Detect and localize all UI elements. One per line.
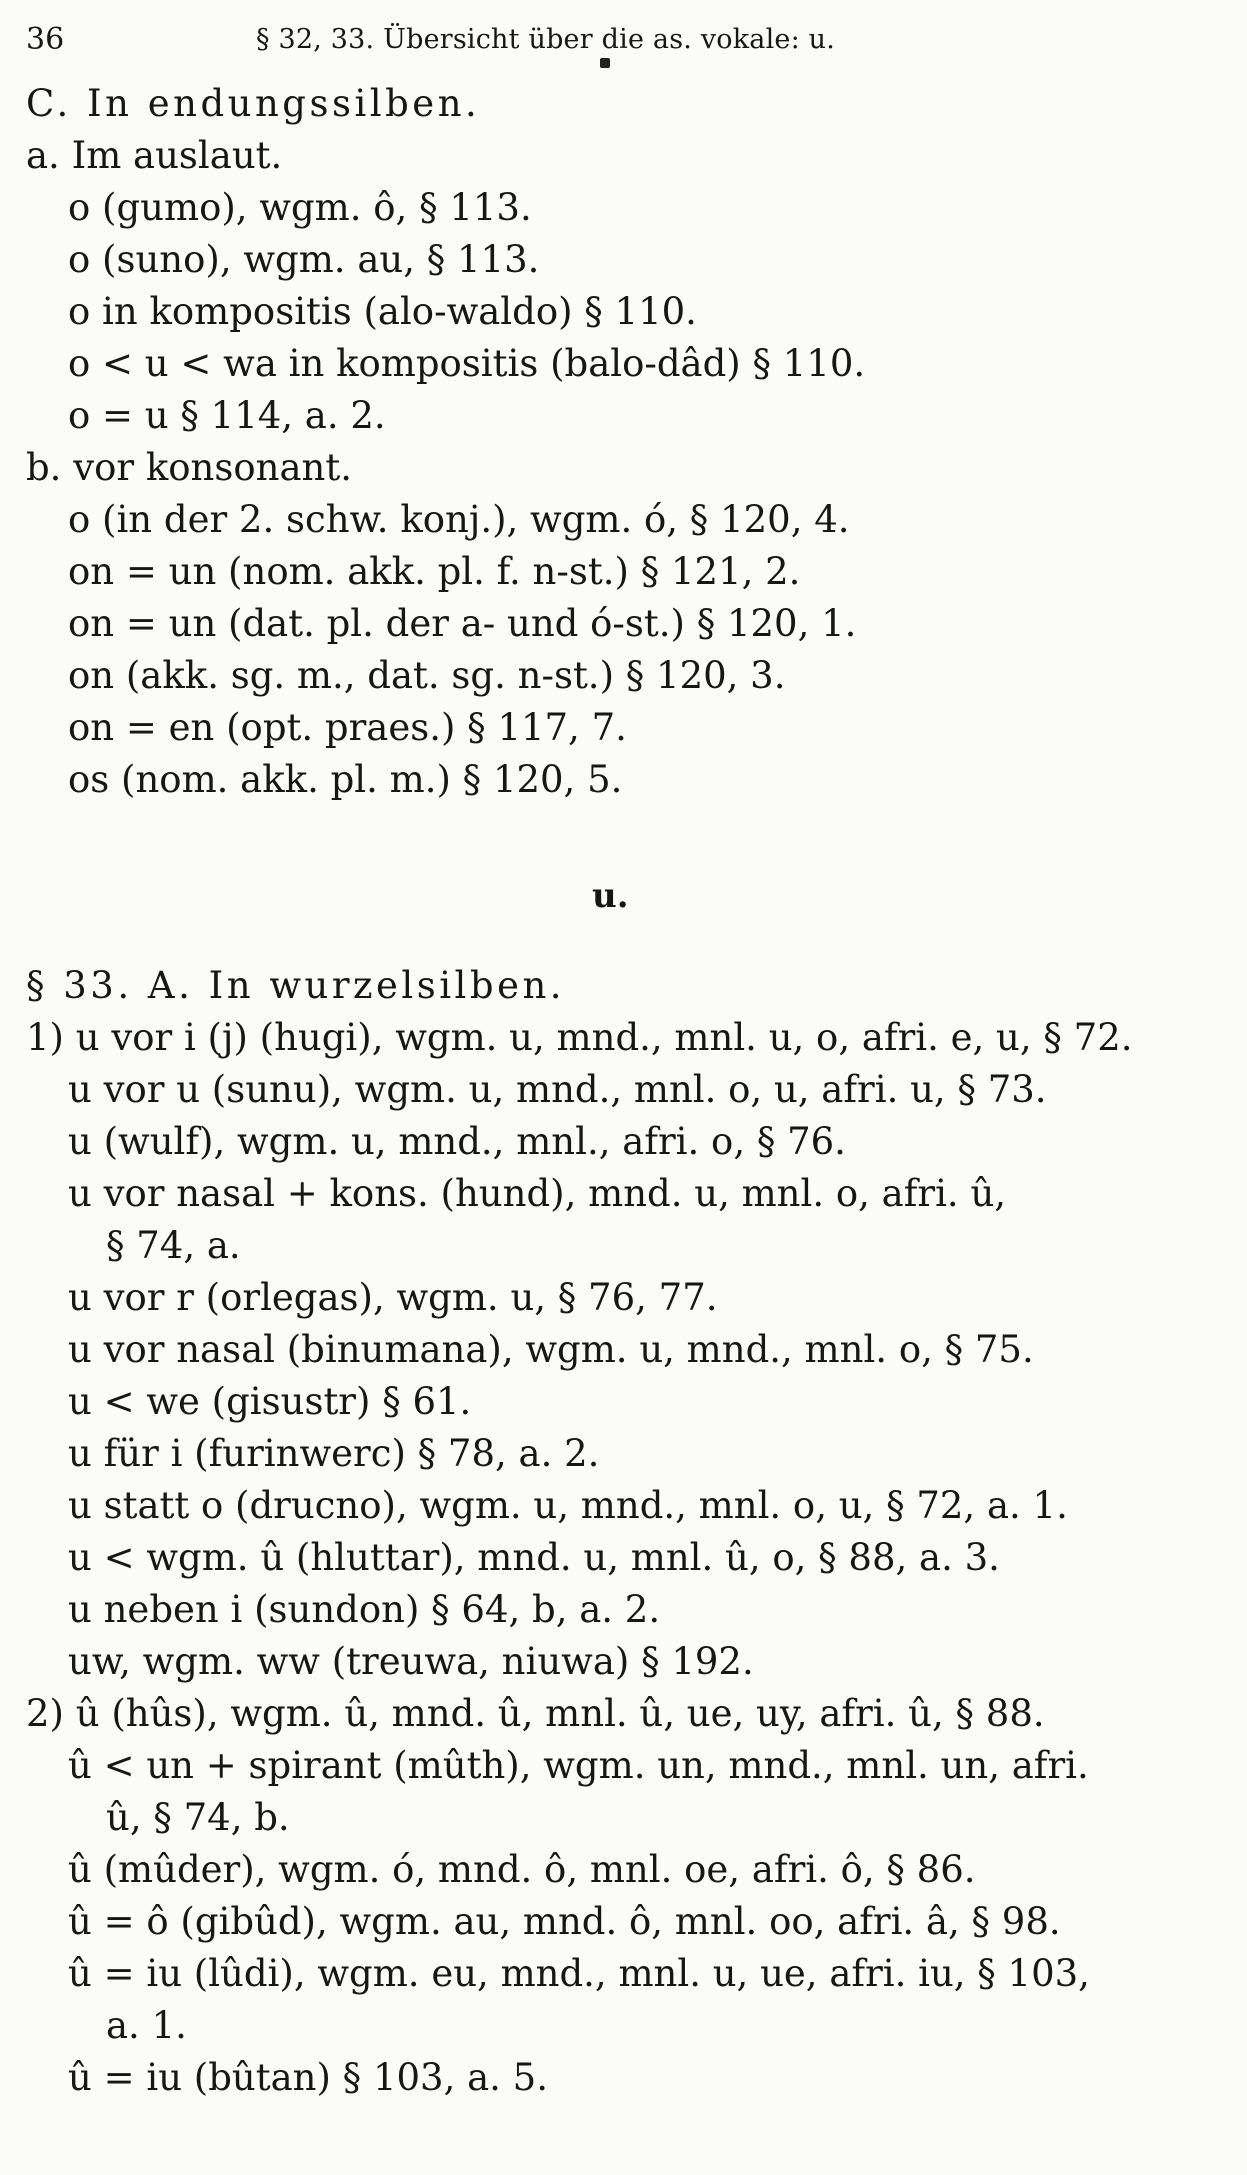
text-line: û = iu (bûtan) § 103, a. 5. xyxy=(68,2056,548,2099)
text-line: u vor nasal + kons. (hund), mnd. u, mnl. o, afri. û, xyxy=(68,1172,1007,1215)
text-line-continuation: a. 1. xyxy=(106,2004,187,2047)
text-line: û = ô (gibûd), wgm. au, mnd. ô, mnl. oo, afri. â, § 98. xyxy=(68,1900,1061,1943)
text-line: o (in der 2. schw. konj.), wgm. ó, § 120, 4. xyxy=(68,498,850,541)
text-line: o (suno), wgm. au, § 113. xyxy=(68,238,540,281)
text-line: u vor u (sunu), wgm. u, mnd., mnl. o, u, afri. u, § 73. xyxy=(68,1068,1047,1111)
page-number: 36 xyxy=(26,22,65,57)
text-line-continuation: § 74, a. xyxy=(106,1224,241,1267)
ink-dot xyxy=(600,58,610,68)
running-title: § 32, 33. Übersicht über die as. vokale: u. xyxy=(256,24,836,55)
text-line: os (nom. akk. pl. m.) § 120, 5. xyxy=(68,758,623,801)
text-line: on = un (nom. akk. pl. f. n-st.) § 121, 2. xyxy=(68,550,801,593)
text-line: û = iu (lûdi), wgm. eu, mnd., mnl. u, ue, afri. iu, § 103, xyxy=(68,1952,1090,1995)
vowel-heading: u. xyxy=(592,876,629,916)
page-header xyxy=(26,14,1206,60)
text-line: u vor r (orlegas), wgm. u, § 76, 77. xyxy=(68,1276,718,1319)
text-line: û < un + spirant (mûth), wgm. un, mnd., mnl. un, afri. xyxy=(68,1744,1089,1787)
text-line: û (mûder), wgm. ó, mnd. ô, mnl. oe, afri. ô, § 86. xyxy=(68,1848,976,1891)
text-line: u für i (furinwerc) § 78, a. 2. xyxy=(68,1432,600,1475)
text-line: on (akk. sg. m., dat. sg. n-st.) § 120, 3. xyxy=(68,654,786,697)
text-line: 2) û (hûs), wgm. û, mnd. û, mnl. û, ue, uy, afri. û, § 88. xyxy=(26,1692,1045,1735)
section-33-title: § 33. A. In wurzelsilben. xyxy=(26,964,566,1007)
text-line: u (wulf), wgm. u, mnd., mnl., afri. o, § 76. xyxy=(68,1120,846,1163)
text-line: u statt o (drucno), wgm. u, mnd., mnl. o, u, § 72, a. 1. xyxy=(68,1484,1068,1527)
subsection-a-title: a. Im auslaut. xyxy=(26,134,283,177)
subsection-b-title: b. vor konsonant. xyxy=(26,446,352,489)
text-line: o in kompositis (alo-waldo) § 110. xyxy=(68,290,697,333)
text-line: u vor nasal (binumana), wgm. u, mnd., mnl. o, § 75. xyxy=(68,1328,1034,1371)
section-c-title: C. In endungssilben. xyxy=(26,82,481,125)
text-line: o = u § 114, a. 2. xyxy=(68,394,386,437)
text-line: o < u < wa in kompositis (balo-dâd) § 110. xyxy=(68,342,866,385)
text-line-continuation: û, § 74, b. xyxy=(106,1796,290,1839)
text-line: on = en (opt. praes.) § 117, 7. xyxy=(68,706,627,749)
text-line: u < we (gisustr) § 61. xyxy=(68,1380,472,1423)
text-line: 1) u vor i (j) (hugi), wgm. u, mnd., mnl. u, o, afri. e, u, § 72. xyxy=(26,1016,1133,1059)
text-line: u neben i (sundon) § 64, b, a. 2. xyxy=(68,1588,661,1631)
text-line: o (gumo), wgm. ô, § 113. xyxy=(68,186,532,229)
text-line: u < wgm. û (hluttar), mnd. u, mnl. û, o, § 88, a. 3. xyxy=(68,1536,1000,1579)
text-line: on = un (dat. pl. der a- und ó-st.) § 120, 1. xyxy=(68,602,857,645)
text-line: uw, wgm. ww (treuwa, niuwa) § 192. xyxy=(68,1640,754,1683)
